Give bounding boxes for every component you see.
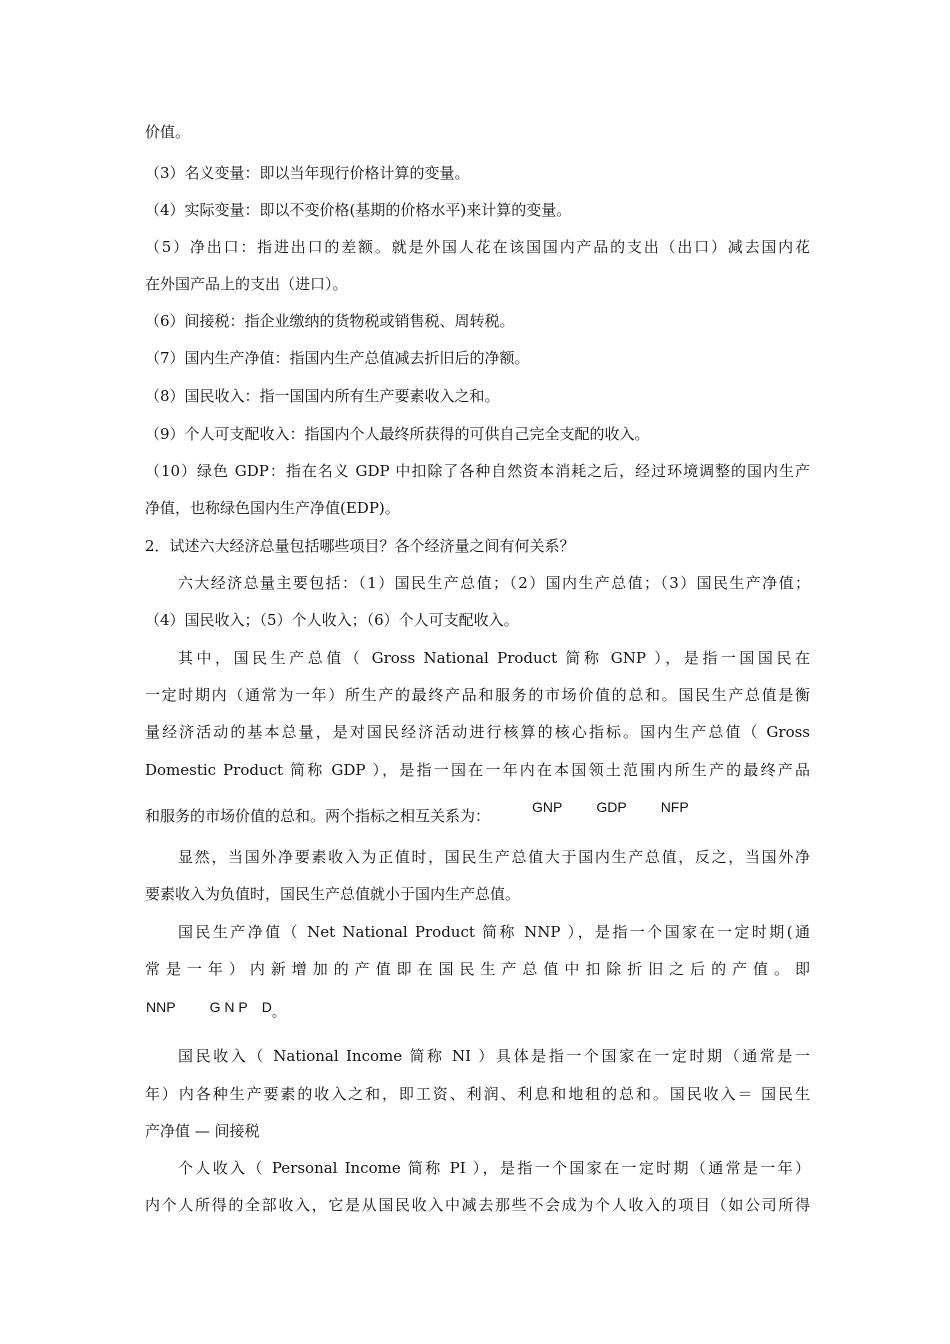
text-line: 内个人所得的全部收入，它是从国民收入中减去那些不会成为个人收入的项目（如公司所得 [145,1196,810,1214]
formula-period: 。 [271,1004,286,1020]
text-line: 常是一年）内新增加的产值即在国民生产总值中扣除折旧之后的产值。即 [145,960,810,978]
text-line: 产净值 — 间接税 [145,1122,260,1140]
text-line: （5）净出口：指进出口的差额。就是外国人花在该国国内产品的支出（出口）减去国内花 [145,238,810,256]
text-line: 和服务的市场价值的总和。两个指标之相互关系为： [145,807,491,825]
text-line: 显然，当国外净要素收入为正值时，国民生产总值大于国内生产总值，反之，当国外净 [178,848,810,866]
formula-term: NFP [660,799,689,815]
text-line: 一定时期内（通常为一年）所生产的最终产品和服务的市场价值的总和。国民生产总值是衡 [145,686,810,704]
text-line: 在外国产品上的支出（进口）。 [145,275,348,293]
formula-gnp-gdp-nfp [532,798,689,816]
text-line: （4）实际变量：即以不变价格(基期的价格水平)来计算的变量。 [145,201,572,219]
text-line: （6）间接税：指企业缴纳的货物税或销售税、周转税。 [145,312,515,330]
text-line: 年）内各种生产要素的收入之和，即工资、利润、利息和地租的总和。国民收入＝ 国民生 [145,1085,810,1103]
text-line: 其中，国民生产总值（ Gross National Product 简称 GNP ），是指一国国民在 [178,649,810,667]
text-line: 量经济活动的基本总量，是对国民经济活动进行核算的核心指标。国内生产总值（ Gross [145,723,810,741]
formula-term: D [261,999,272,1015]
text-line: 价值。 [145,123,191,141]
text-line: （7）国内生产净值：指国内生产总值减去折旧后的净额。 [145,349,530,367]
text-line: （3）名义变量：即以当年现行价格计算的变量。 [145,164,470,182]
text-line: （4）国民收入；（5）个人收入；（6）个人可支配收入。 [145,611,519,629]
text-line: Domestic Product 简称 GDP ），是指一国在一年内在本国领土范围内所生产的最终产品 [145,761,810,779]
text-line: 国民收入（ National Income 简称 NI ）具体是指一个国家在一定时期（通常是一 [178,1047,810,1065]
text-line: （9）个人可支配收入：指国内个人最终所获得的可供自己完全支配的收入。 [145,425,650,443]
text-line: （8）国民收入：指一国国内所有生产要素收入之和。 [145,387,500,405]
formula-term: G N P [209,999,248,1015]
formula-term: NNP [146,999,176,1015]
text-line: 净值，也称绿色国内生产净值(EDP)。 [145,499,400,517]
section-heading: 2．试述六大经济总量包括哪些项目？各个经济量之间有何关系？ [145,537,575,555]
formula-nnp [146,998,286,1020]
text-line: 国民生产净值（ Net National Product 简称 NNP ），是指一个国家在一定时期(通 [178,923,810,941]
text-line: 六大经济总量主要包括：（1）国民生产总值；（2）国内生产总值；（3）国民生产净值； [178,574,810,592]
formula-term: GNP [532,799,563,815]
text-line: （10）绿色 GDP：指在名义 GDP 中扣除了各种自然资本消耗之后，经过环境调整的国内生产 [145,462,810,480]
text-line: 要素收入为负值时，国民生产总值就小于国内生产总值。 [145,885,521,903]
formula-term: GDP [596,799,627,815]
text-line: 个人收入（ Personal Income 简称 PI ），是指一个国家在一定时期（通常是一年） [178,1159,810,1177]
